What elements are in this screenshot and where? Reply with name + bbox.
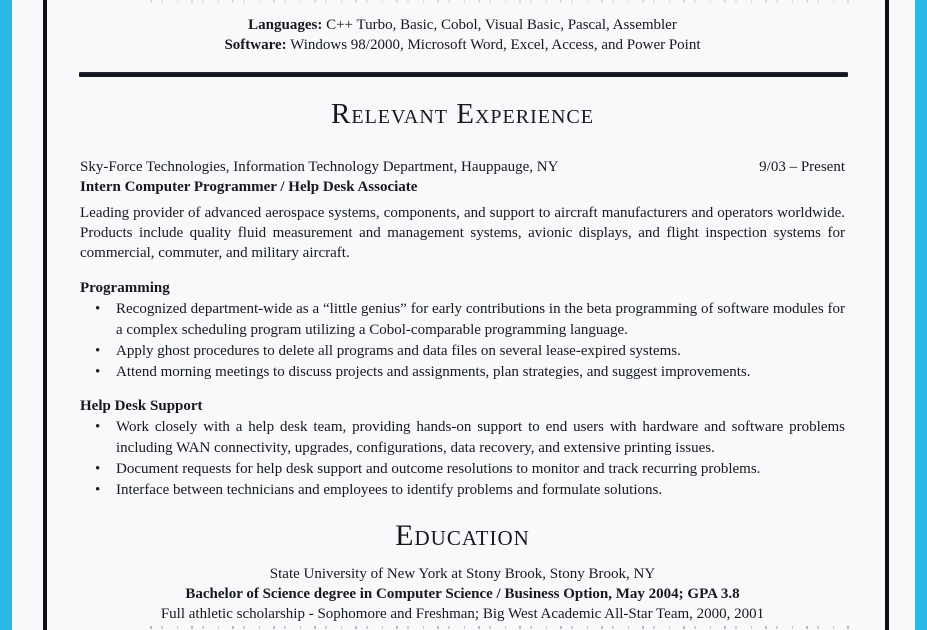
bullet-item: • Attend morning meetings to discuss projects and assignments, plan strategies, and suggest improvements. <box>80 362 845 383</box>
education-heading: Education <box>395 519 530 552</box>
help-desk-bullet-list <box>80 417 845 501</box>
bullet-item: • Work closely with a help desk team, providing hands-on support to end users with hardware and software problems including WAN connectivity, upgrades, configurations, data recovery, and extensive printing issues. <box>80 417 845 459</box>
company-description: Leading provider of advanced aerospace systems, components, and support to aircraft manufacturers and operators worldwide. Products include quality fluid measurement and management systems, avionic displays, and flight inspection systems for commercial, commuter, and military aircraft. <box>80 205 845 261</box>
employer-row <box>80 157 845 177</box>
honors-line: Full athletic scholarship - Sophomore and Freshman; Big West Academic All-Star Team, 2000, 2001 <box>160 606 765 622</box>
software-label: Software: <box>224 37 287 53</box>
cropped-text-artifact-bottom <box>150 626 850 629</box>
horizontal-divider-rule <box>79 72 848 77</box>
software-line <box>80 35 845 55</box>
employer-name-line: Sky-Force Technologies, Information Technology Department, Hauppauge, NY <box>80 159 559 175</box>
left-accent-stripe <box>0 0 12 630</box>
bullet-item: • Recognized department-wide as a “little genius” for early contributions in the beta programming of software modules for a complex scheduling program utilizing a Cobol-comparable programming language. <box>80 299 845 341</box>
bullet-item: • Document requests for help desk support and outcome resolutions to monitor and track recurring problems. <box>80 459 845 480</box>
programming-subheading: Programming <box>80 280 170 296</box>
languages-line <box>80 15 845 35</box>
languages-label: Languages: <box>248 17 323 33</box>
help-desk-subheading: Help Desk Support <box>80 398 203 414</box>
school-line: State University of New York at Stony Brook, Stony Brook, NY <box>269 566 656 582</box>
employment-dates: 9/03 – Present <box>759 159 845 175</box>
languages-value: C++ Turbo, Basic, Cobol, Visual Basic, Pascal, Assembler <box>326 17 677 33</box>
programming-bullet-list <box>80 299 845 383</box>
resume-content <box>46 0 886 630</box>
relevant-experience-heading: Relevant Experience <box>331 98 594 130</box>
software-value: Windows 98/2000, Microsoft Word, Excel, Access, and Power Point <box>290 37 701 53</box>
bullet-item: • Interface between technicians and employees to identify problems and formulate solutions. <box>80 480 845 501</box>
degree-line: Bachelor of Science degree in Computer Science / Business Option, May 2004; GPA 3.8 <box>185 586 740 602</box>
skills-header-block <box>80 15 845 55</box>
job-title: Intern Computer Programmer / Help Desk Associate <box>80 179 418 195</box>
bullet-item: • Apply ghost procedures to delete all programs and data files on several lease-expired systems. <box>80 341 845 362</box>
right-accent-stripe <box>915 0 927 630</box>
